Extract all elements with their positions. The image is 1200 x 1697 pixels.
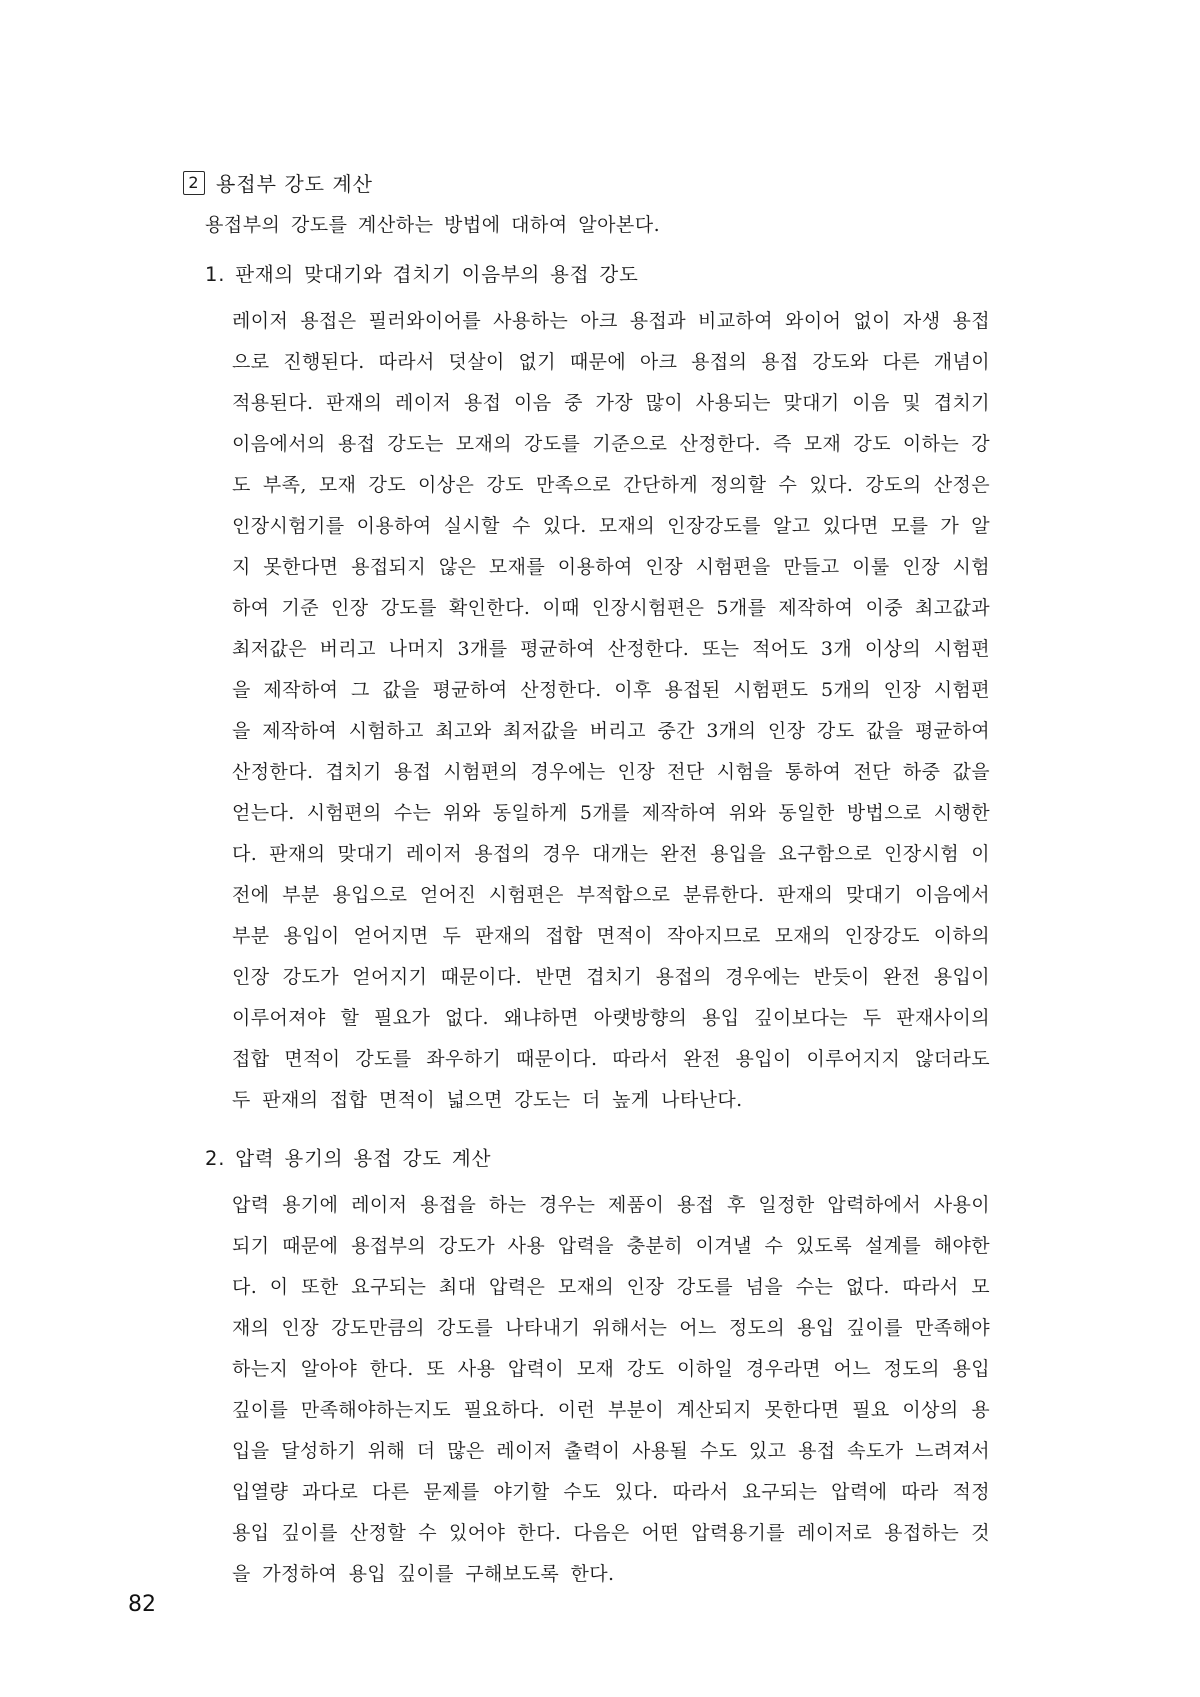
subsection-1-body: 레이저 용접은 필러와이어를 사용하는 아크 용접과 비교하여 와이어 없이 자생 용접으로 진행된다. 따라서 덧살이 없기 때문에 아크 용접의 용접 강도와 다른 개념이 적용된다. 판재의 레이저 용접 이음 중 가장 많이 사용되는 맞대기 이음 및 겹치기 이음에서의 용접 강도는 모재의 강도를 기준으로 산정한다. 즉 모재 강도 이하는 강도 부족, 모재 강도 이상은 강도 만족으로 간단하게 정의할 수 있다. 강도의 산정은 인장시험기를 이용하여 실시할 수 있다. 모재의 인장강도를 알고 있다면 모를 가 알지 못한다면 용접되지 않은 모재를 이용하여 인장 시험편을 만들고 이룰 인장 시험하여 기준 인장 강도를 확인한다. 이때 인장시험편은 5개를 제작하여 이중 최고값과 최저값은 버리고 나머지 3개를 평균하여 산정한다. 또는 적어도 3개 이상의 시험편을 제작하여 그 값을 평균하여 산정한다. 이후 용접된 시험편도 5개의 인장 시험편을 제작하여 시험하고 최고와 최저값을 버리고 중간 3개의 인장 강도 값을 평균하여 산정한다. 겹치기 용접 시험편의 경우에는 인장 전단 시험을 통하여 전단 하중 값을 얻는다. 시험편의 수는 위와 동일하게 5개를 제작하여 위와 동일한 방법으로 시행한다. 판재의 맞대기 레이저 용접의 경우 대개는 완전 용입을 요구함으로 인장시험 이전에 부분 용입으로 얻어진 시험편은 부적합으로 분류한다. 판재의 맞대기 이음에서 부분 용입이 얻어지면 두 판재의 접합 면적이 작아지므로 모재의 인장강도 이하의 인장 강도가 얻어지기 때문이다. 반면 겹치기 용접의 경우에는 반듯이 완전 용입이 이루어져야 할 필요가 없다. 왜냐하면 아랫방향의 용입 깊이보다는 두 판재사이의 접합 면적이 강도를 좌우하기 때문이다. 따라서 완전 용입이 이루어지지 않더라도 두 판재의 접합 면적이 넓으면 강도는 더 높게 나타난다. bbox=[232, 310, 990, 1111]
subsection-1-heading: 1. 판재의 맞대기와 겹치기 이음부의 용접 강도 bbox=[205, 263, 639, 286]
section-number: 2 bbox=[188, 172, 200, 192]
subsection-2-heading: 2. 압력 용기의 용접 강도 계산 bbox=[205, 1147, 492, 1170]
section-title: 용접부 강도 계산 bbox=[216, 172, 373, 196]
page-number: 82 bbox=[128, 1592, 156, 1617]
section-number-box bbox=[183, 171, 205, 195]
section-intro: 용접부의 강도를 계산하는 방법에 대하여 알아본다. bbox=[205, 214, 661, 236]
section-heading bbox=[183, 168, 993, 197]
subsection-2-body: 압력 용기에 레이저 용접을 하는 경우는 제품이 용접 후 일정한 압력하에서 사용이 되기 때문에 용접부의 강도가 사용 압력을 충분히 이겨낼 수 있도록 설계를 해야한다. 이 또한 요구되는 최대 압력은 모재의 인장 강도를 넘을 수는 없다. 따라서 모재의 인장 강도만큼의 강도를 나타내기 위해서는 어느 정도의 용입 깊이를 만족해야 하는지 알아야 한다. 또 사용 압력이 모재 강도 이하일 경우라면 어느 정도의 용입 깊이를 만족해야하는지도 필요하다. 이런 부분이 계산되지 못한다면 필요 이상의 용입을 달성하기 위해 더 많은 레이저 출력이 사용될 수도 있고 용접 속도가 느려져서 입열량 과다로 다른 문제를 야기할 수도 있다. 따라서 요구되는 압력에 따라 적정 용입 깊이를 산정할 수 있어야 한다. 다음은 어떤 압력용기를 레이저로 용접하는 것을 가정하여 용입 깊이를 구해보도록 한다. bbox=[232, 1194, 990, 1585]
page-content bbox=[183, 168, 993, 1595]
